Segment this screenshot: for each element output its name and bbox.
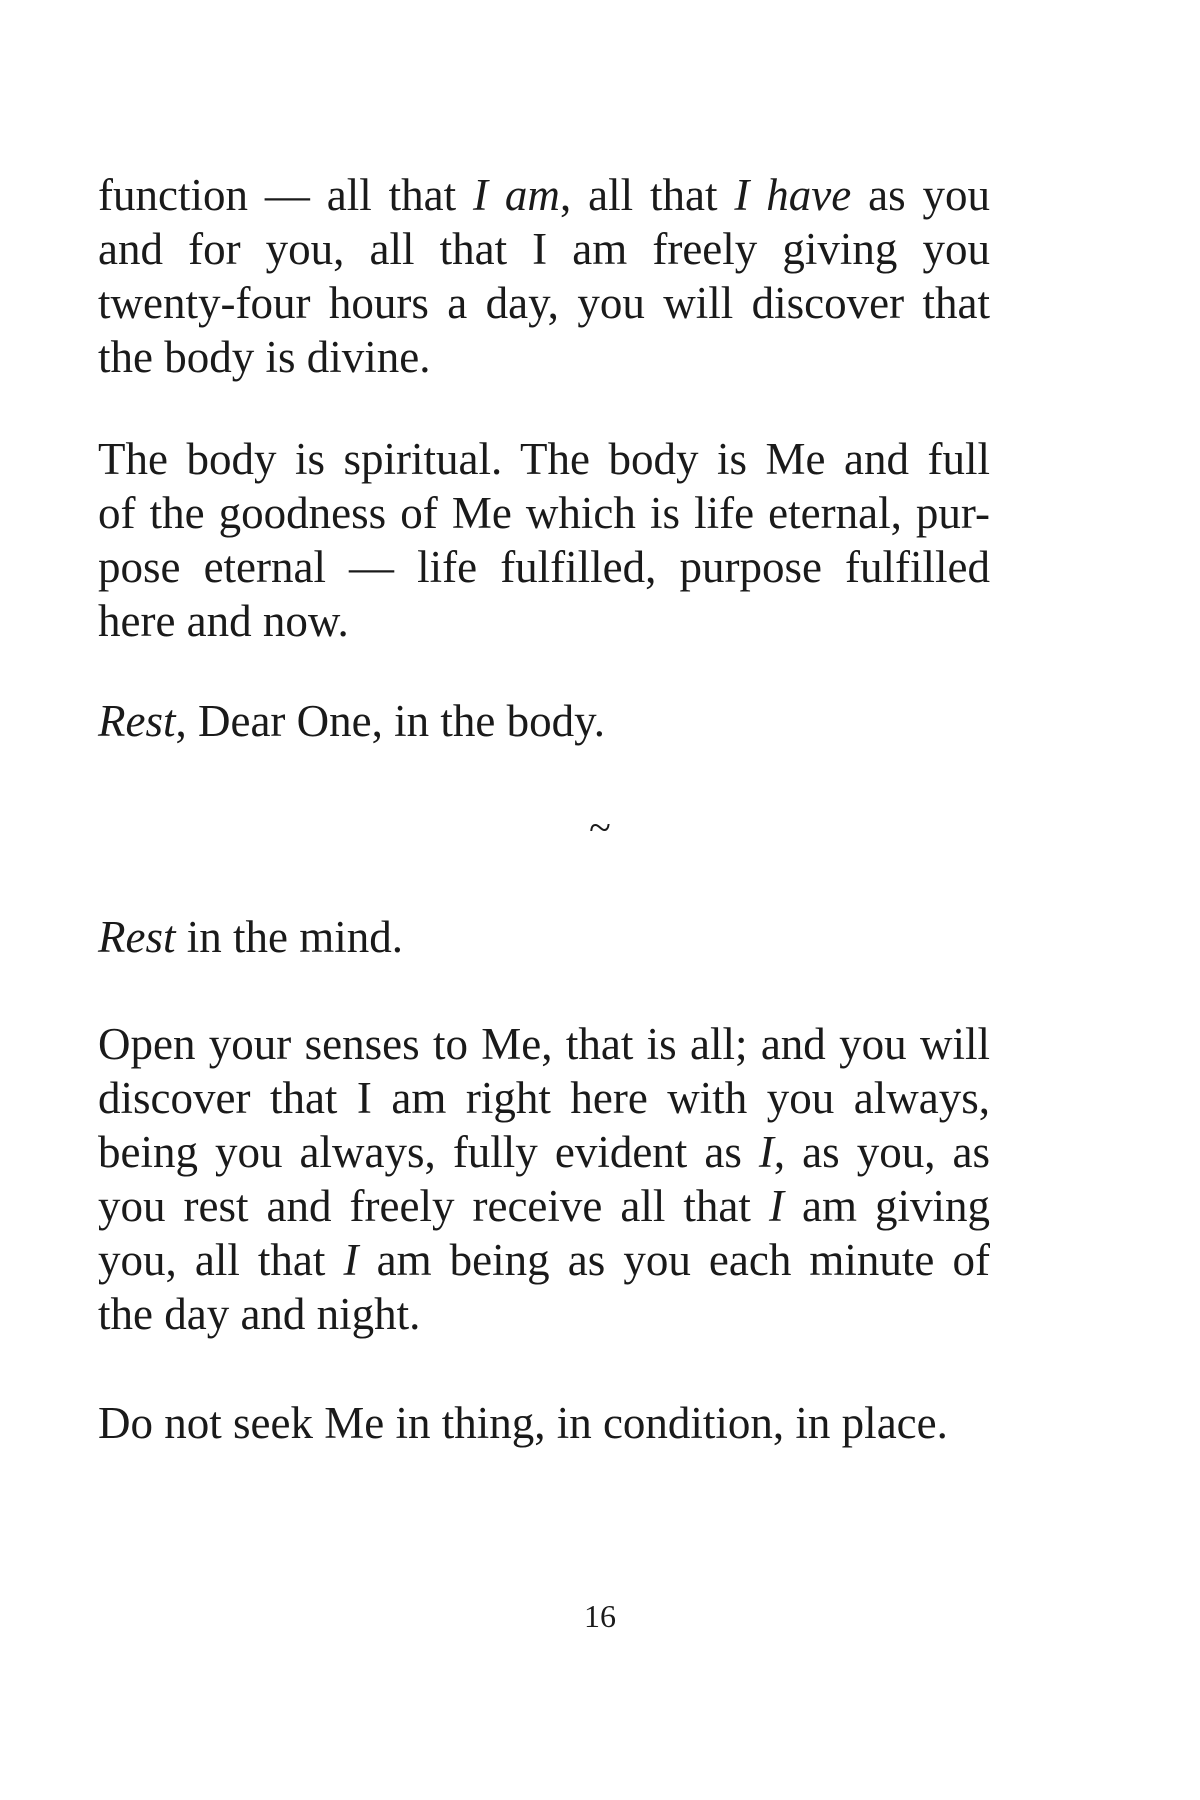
emphasis-text: I have — [734, 170, 852, 220]
emphasis-text: I am — [473, 170, 560, 220]
paragraph-do-not-seek: Do not seek Me in thing, in condition, in place. — [98, 1398, 948, 1448]
text-line: being you always, fully evident as I, as you, as — [98, 1127, 990, 1177]
text-line: the day and night. — [98, 1289, 421, 1339]
text-line: you, all that I am being as you each minute of — [98, 1235, 990, 1285]
text-line: and for you, all that I am freely giving you — [98, 224, 990, 274]
paragraph-open-senses — [98, 1017, 990, 1341]
text-line: here and now. — [98, 596, 349, 646]
paragraph-rest-body: Rest, Dear One, in the body. — [98, 696, 605, 746]
text-line: discover that I am right here with you always, — [98, 1073, 990, 1123]
paragraph-body-spiritual — [98, 432, 990, 648]
text-line: the body is divine. — [98, 332, 431, 382]
section-separator: ~ — [589, 805, 611, 850]
text-line: you rest and freely receive all that I am giving — [98, 1181, 991, 1231]
text-line: twenty-four hours a day, you will discover that — [98, 278, 990, 328]
emphasis-text: Rest — [98, 696, 176, 746]
text-line: of the goodness of Me which is life eternal, pur- — [98, 488, 990, 538]
paragraph-body-divine — [98, 168, 990, 384]
emphasis-text: Rest — [98, 912, 176, 962]
text-line: The body is spiritual. The body is Me and full — [98, 434, 990, 484]
emphasis-text: I — [758, 1127, 774, 1177]
text-line: Open your senses to Me, that is all; and you will — [98, 1019, 990, 1069]
page-number: 16 — [584, 1598, 616, 1634]
paragraph-rest-mind: Rest in the mind. — [98, 912, 403, 962]
text-line: function — all that I am, all that I have as you — [98, 170, 990, 220]
emphasis-text: I — [343, 1235, 359, 1285]
text-line: pose eternal — life fulfilled, purpose fulfilled — [98, 542, 990, 592]
emphasis-text: I — [768, 1181, 784, 1231]
